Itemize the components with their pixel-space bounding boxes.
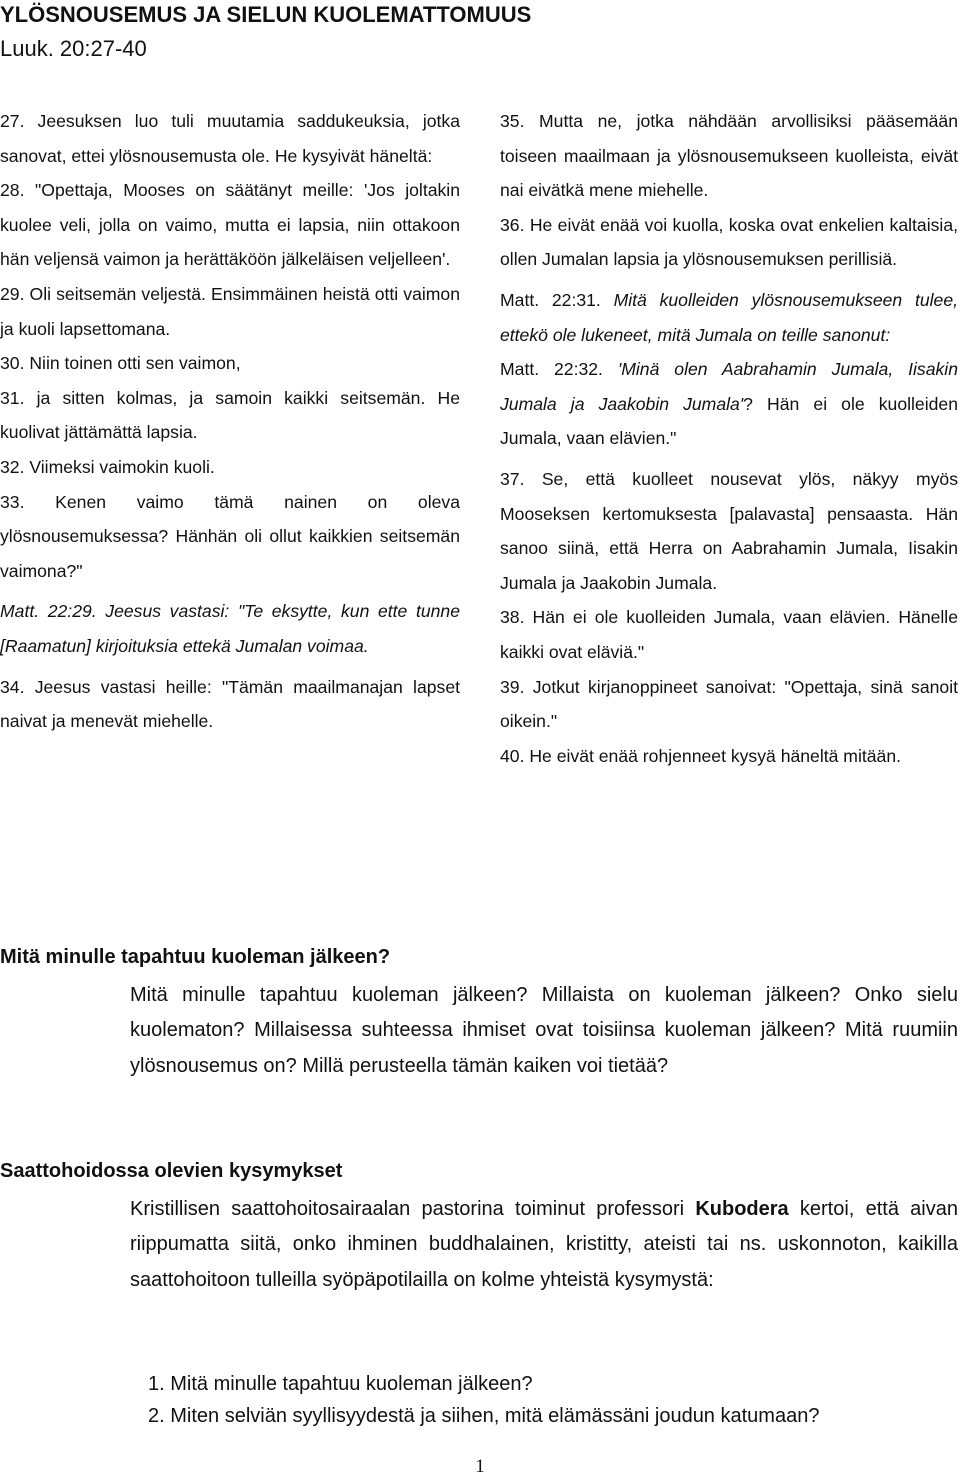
verse-37: 37. Se, että kuolleet nousevat ylös, näkyy myös Mooseksen kertomuksesta [palavasta] pensaasta. Hän sanoo siinä, että Herra on Aabrahamin Jumala, Iisakin Jumala ja Jaakobin Jumala. <box>500 468 958 593</box>
section-heading-hospice-questions: Saattohoidossa olevien kysymykset <box>0 1160 343 1182</box>
left-column <box>0 104 460 739</box>
matt-22-32-quote: 'Minä olen Aabrahamin Jumala, Iisakin Jumala ja Jaakobin Jumala' <box>500 359 958 414</box>
matt-22-29: Matt. 22:29. Jeesus vastasi: "Te eksytte, kun ette tunne [Raamatun] kirjoituksia ettekä Jumalan voimaa. <box>0 601 460 656</box>
verse-27: 27. Jeesuksen luo tuli muutamia saddukeuksia, jotka sanovat, ettei ylösnousemusta ole. He kysyivät häneltä: <box>0 111 460 166</box>
section-text-after-death: Mitä minulle tapahtuu kuoleman jälkeen? Millaista on kuoleman jälkeen? Onko sielu kuolematon? Millaisessa suhteessa ihmiset ovat toisiinsa kuoleman jälkeen? Mitä ruumiin ylösnousemus on? Millä perusteella tämän kaiken voi tietää? <box>130 984 958 1077</box>
matt-22-31-text: Mitä kuolleiden ylösnousemukseen tulee, ettekö ole lukeneet, mitä Jumala on teille sanonut: <box>500 289 958 345</box>
right-column <box>500 104 958 773</box>
matt-22-32-ref: Matt. 22:32. <box>500 359 603 380</box>
verse-34: 34. Jeesus vastasi heille: "Tämän maailmanajan lapset naivat ja menevät miehelle. <box>0 676 460 732</box>
document-title: YLÖSNOUSEMUS JA SIELUN KUOLEMATTOMUUS <box>0 2 532 27</box>
verse-29: 29. Oli seitsemän veljestä. Ensimmäinen heistä otti vaimon ja kuoli lapsettomana. <box>0 283 460 339</box>
verse-32: 32. Viimeksi vaimokin kuoli. <box>0 456 215 477</box>
section-text-hospice <box>130 1192 958 1298</box>
matt-22-32 <box>500 352 958 456</box>
hospice-text-after: kertoi, että aivan riippumatta siitä, onko ihminen buddhalainen, kristitty, ateisti tai ns. uskonnoton, kaikilla saattohoitoon tulleilla syöpäpotilailla on kolme yhteistä kysymystä: <box>130 1198 958 1291</box>
verse-33: 33. Kenen vaimo tämä nainen on oleva ylösnousemuksessa? Hänhän oli ollut kaikkien seitsemän vaimona?" <box>0 491 460 581</box>
section-heading-after-death: Mitä minulle tapahtuu kuoleman jälkeen? <box>0 946 391 968</box>
verse-40: 40. He eivät enää rohjenneet kysyä häneltä mitään. <box>500 745 902 766</box>
verse-36: 36. He eivät enää voi kuolla, koska ovat enkelien kaltaisia, ollen Jumalan lapsia ja ylösnousemuksen perillisiä. <box>500 214 958 270</box>
question-item: 1. Mitä minulle tapahtuu kuoleman jälkeen? <box>148 1373 533 1395</box>
verse-28: 28. "Opettaja, Mooses on säätänyt meille: 'Jos joltakin kuolee veli, jolla on vaimo, mutta ei lapsia, niin ottakoon hän veljensä vaimon ja herättäköön jälkeläisen veljelleen'. <box>0 180 460 270</box>
question-item: 2. Miten selviän syyllisyydestä ja siihen, mitä elämässäni joudun katumaan? <box>148 1405 820 1427</box>
verse-31: 31. ja sitten kolmas, ja samoin kaikki seitsemän. He kuolivat jättämättä lapsia. <box>0 387 460 443</box>
hospice-text-name: Kubodera <box>695 1198 789 1220</box>
hospice-text-before: Kristillisen saattohoitosairaalan pastorina toiminut professori <box>130 1198 696 1220</box>
question-list <box>148 1368 958 1432</box>
matt-22-31-ref: Matt. 22:31. <box>500 289 601 310</box>
verse-35: 35. Mutta ne, jotka nähdään arvollisiksi pääsemään toiseen maailmaan ja ylösnousemukseen kuolleista, eivät nai eivätkä mene miehelle. <box>500 111 958 201</box>
verse-39: 39. Jotkut kirjanoppineet sanoivat: "Opettaja, sinä sanoit oikein." <box>500 676 958 732</box>
verse-38: 38. Hän ei ole kuolleiden Jumala, vaan elävien. Hänelle kaikki ovat eläviä." <box>500 607 958 662</box>
matt-22-31 <box>500 283 958 352</box>
matt-22-32-question: ? Hän ei ole kuolleiden Jumala, vaan elävien." <box>500 393 958 449</box>
page-number: 1 <box>475 1456 485 1477</box>
verse-30: 30. Niin toinen otti sen vaimon, <box>0 353 241 374</box>
scripture-reference: Luuk. 20:27-40 <box>0 36 147 61</box>
